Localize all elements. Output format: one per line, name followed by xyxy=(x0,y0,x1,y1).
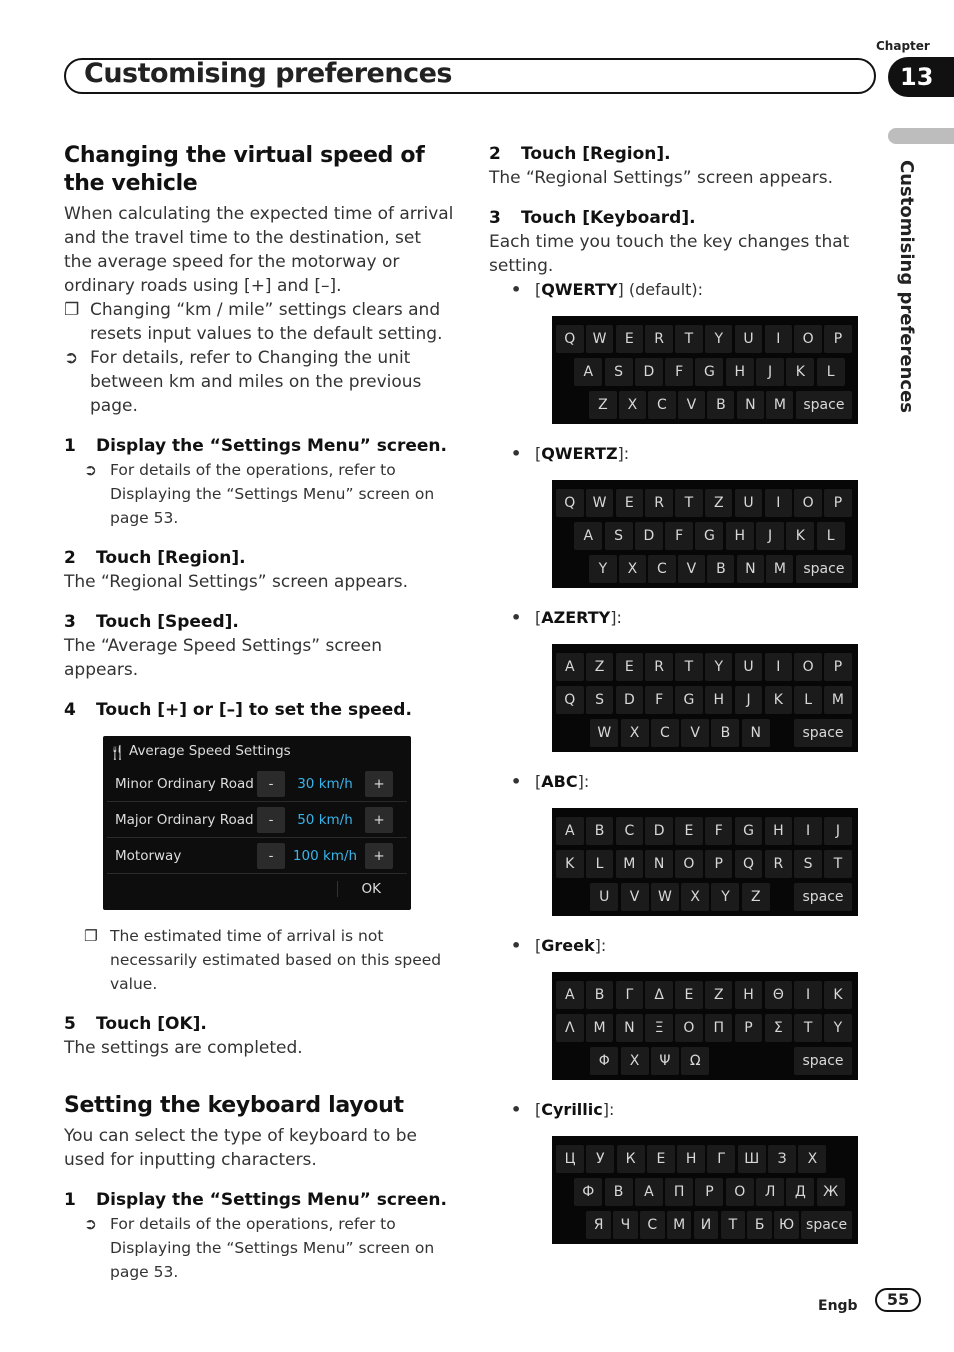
speed-note-3: ❐ The estimated time of arrival is not necessarily estimated based on this speed value. xyxy=(64,924,454,996)
keyboard-key[interactable]: M xyxy=(766,391,793,419)
speed-step-5-desc: The settings are completed. xyxy=(64,1038,303,1058)
keyboard-key[interactable]: H xyxy=(765,817,793,845)
key-spacer xyxy=(556,555,587,583)
keyboard-key[interactable]: F xyxy=(665,522,693,550)
keyboard-key[interactable]: A xyxy=(556,817,584,845)
keyboard-key[interactable]: Π xyxy=(705,1014,733,1042)
keyboard-image-azerty xyxy=(552,644,858,752)
speed-note-2: ➲ For details, refer to Changing the unit between km and miles on the previous page. xyxy=(64,348,422,416)
ok-button[interactable]: OK xyxy=(103,874,411,904)
keyboard-key[interactable]: Q xyxy=(556,686,584,714)
keyboard-key[interactable]: M xyxy=(824,686,852,714)
keyboard-key[interactable]: Ι xyxy=(794,981,822,1009)
keyboard-key[interactable]: I xyxy=(765,325,793,353)
side-tab-label: Customising preferences xyxy=(896,160,917,413)
keyboard-key[interactable]: Г xyxy=(707,1145,735,1173)
keyboard-key[interactable]: S xyxy=(605,358,633,386)
bullet-icon: • xyxy=(511,608,522,627)
keyboard-step-2: 2 Touch [Region]. xyxy=(489,144,671,164)
keyboard-key[interactable]: Ζ xyxy=(705,981,733,1009)
keyboard-image-qwerty xyxy=(552,316,858,424)
page-title: Customising preferences xyxy=(84,58,452,89)
section-heading-speed: Changing the virtual speed of the vehicle xyxy=(64,143,425,196)
keyboard-key[interactable]: Z xyxy=(742,883,770,911)
speed-step-5: 5 Touch [OK]. xyxy=(64,1014,207,1034)
keyboard-row xyxy=(556,1044,854,1077)
keyboard-key[interactable]: З xyxy=(768,1145,796,1173)
keyboard-key[interactable]: E xyxy=(675,817,703,845)
keyboard-key[interactable]: Λ xyxy=(556,1014,584,1042)
keyboard-layout-list xyxy=(489,278,879,1244)
decrease-button[interactable]: - xyxy=(257,771,285,797)
key-spacer xyxy=(556,391,587,419)
keyboard-key[interactable]: L xyxy=(586,850,614,878)
keyboard-key[interactable]: B xyxy=(707,391,734,419)
keyboard-row xyxy=(556,322,854,355)
arrow-circle-icon: ➲ xyxy=(84,1215,97,1233)
keyboard-key[interactable]: U xyxy=(735,653,763,681)
keyboard-key[interactable]: V xyxy=(678,391,705,419)
keyboard-key[interactable]: Ж xyxy=(817,1178,845,1206)
keyboard-key[interactable]: У xyxy=(586,1145,614,1173)
keyboard-key[interactable]: В xyxy=(605,1178,633,1206)
keyboard-key[interactable]: B xyxy=(707,555,734,583)
keyboard-key[interactable]: S xyxy=(586,686,614,714)
keyboard-row xyxy=(556,355,854,388)
note-box-icon: ❐ xyxy=(64,300,80,320)
keyboard-row xyxy=(556,1175,854,1208)
keyboard-key[interactable]: Σ xyxy=(765,1014,793,1042)
keyboard-key[interactable]: O xyxy=(794,325,822,353)
footer-language: Engb xyxy=(818,1298,858,1314)
keyboard-key[interactable]: H xyxy=(726,358,754,386)
keyboard-key[interactable]: P xyxy=(824,325,852,353)
keyboard-key[interactable]: Ε xyxy=(675,981,703,1009)
keyboard-key[interactable]: С xyxy=(640,1211,665,1239)
keyboard-key[interactable]: G xyxy=(695,358,723,386)
keyboard-key[interactable]: Ξ xyxy=(645,1014,673,1042)
section-heading-keyboard: Setting the keyboard layout xyxy=(64,1093,404,1118)
keyboard-key[interactable]: H xyxy=(705,686,733,714)
keyboard-key[interactable]: V xyxy=(678,555,705,583)
keyboard-image-abc xyxy=(552,808,858,916)
keyboard-row xyxy=(556,814,854,847)
speed-row-minor: Minor Ordinary Road - 30 km/h + xyxy=(107,766,407,802)
keyboard-key[interactable]: L xyxy=(817,522,845,550)
keyboard-row xyxy=(556,847,854,880)
keyboard-key[interactable]: R xyxy=(645,653,673,681)
keyboard-image-qwertz xyxy=(552,480,858,588)
keyboard-row xyxy=(556,388,854,421)
keyboard-key[interactable]: Y xyxy=(705,325,733,353)
key-spacer xyxy=(556,1211,584,1239)
keyboard-key[interactable]: A xyxy=(574,522,602,550)
keyboard-key[interactable]: Q xyxy=(556,325,584,353)
keyboard-key[interactable]: Φ xyxy=(590,1047,618,1075)
bullet-icon: • xyxy=(511,444,522,463)
bullet-icon: • xyxy=(511,280,522,299)
keyboard-option-azerty: • [AZERTY]: xyxy=(489,606,879,630)
keyboard-key[interactable]: N xyxy=(737,391,764,419)
increase-button[interactable]: + xyxy=(365,807,393,833)
keyboard-key[interactable]: X xyxy=(621,719,649,747)
keyboard-key[interactable]: I xyxy=(794,817,822,845)
keyboard-key[interactable]: К xyxy=(617,1145,645,1173)
keyboard-key[interactable]: Р xyxy=(695,1178,723,1206)
keyboard-step-3: 3 Touch [Keyboard]. xyxy=(489,208,696,228)
speed-value: 30 km/h xyxy=(297,775,353,792)
keyboard-key[interactable]: F xyxy=(705,817,733,845)
keyboard-key[interactable]: Ф xyxy=(574,1178,602,1206)
keyboard-key[interactable]: O xyxy=(794,489,822,517)
keyboard-key[interactable]: Y xyxy=(705,653,733,681)
keyboard-key[interactable]: M xyxy=(616,850,644,878)
keyboard-option-qwerty: • [QWERTY] (default): xyxy=(489,278,879,302)
keyboard-key[interactable]: E xyxy=(616,489,644,517)
left-column xyxy=(64,142,454,1284)
increase-button[interactable]: + xyxy=(365,843,393,869)
keyboard-intro: You can select the type of keyboard to be used for inputting characters. xyxy=(64,1126,418,1170)
keyboard-key[interactable]: Ω xyxy=(681,1047,709,1075)
keyboard-row xyxy=(556,1011,854,1044)
keyboard-key[interactable]: Z xyxy=(589,391,616,419)
keyboard-image-greek xyxy=(552,972,858,1080)
speed-intro: When calculating the expected time of arrival and the travel time to the destination, set the average speed for the motorway or ordinary roads using [+] and [–]. xyxy=(64,204,454,296)
speed-row-major: Major Ordinary Road - 50 km/h + xyxy=(107,802,407,838)
speed-note-1: ❐ Changing “km / mile” settings clears and resets input values to the default setting. xyxy=(64,300,443,344)
arrow-circle-icon: ➲ xyxy=(64,348,79,368)
keyboard-key[interactable]: И xyxy=(694,1211,719,1239)
keyboard-key[interactable]: E xyxy=(616,325,644,353)
average-speed-screenshot xyxy=(103,736,411,910)
keyboard-key[interactable]: Л xyxy=(756,1178,784,1206)
arrow-circle-icon: ➲ xyxy=(84,461,97,479)
keyboard-key[interactable]: Я xyxy=(586,1211,611,1239)
speed-step-3: 3 Touch [Speed]. xyxy=(64,612,239,632)
keyboard-key[interactable]: Ο xyxy=(675,1014,703,1042)
keyboard-key[interactable]: Б xyxy=(747,1211,772,1239)
speed-step-4: 4 Touch [+] or [–] to set the speed. xyxy=(64,700,412,720)
space-key[interactable]: space xyxy=(796,555,852,583)
keyboard-key[interactable]: П xyxy=(665,1178,693,1206)
keyboard-key[interactable]: Z xyxy=(705,489,733,517)
keyboard-key[interactable]: Κ xyxy=(824,981,852,1009)
keyboard-key[interactable]: J xyxy=(756,522,784,550)
keyboard-key[interactable]: L xyxy=(794,686,822,714)
keyboard-key[interactable]: N xyxy=(737,555,764,583)
keyboard-key[interactable]: Д xyxy=(786,1178,814,1206)
bullet-icon: • xyxy=(511,936,522,955)
speed-step-2-desc: The “Regional Settings” screen appears. xyxy=(64,572,409,592)
keyboard-key[interactable]: C xyxy=(648,555,675,583)
key-spacer xyxy=(556,883,588,911)
keyboard-key[interactable]: X xyxy=(681,883,709,911)
speed-value: 50 km/h xyxy=(297,811,353,828)
keyboard-step-1: 1 Display the “Settings Menu” screen. xyxy=(64,1190,447,1210)
keyboard-key[interactable]: I xyxy=(765,653,793,681)
keyboard-option-qwertz: • [QWERTZ]: xyxy=(489,442,879,466)
keyboard-key[interactable]: R xyxy=(765,850,793,878)
keyboard-key[interactable]: Ν xyxy=(616,1014,644,1042)
right-column xyxy=(489,142,879,1244)
keyboard-key[interactable]: S xyxy=(605,522,633,550)
speed-step-3-desc: The “Average Speed Settings” screen appears. xyxy=(64,636,382,680)
keyboard-key[interactable]: W xyxy=(586,489,614,517)
keyboard-key[interactable]: R xyxy=(645,325,673,353)
key-spacer xyxy=(556,1047,588,1075)
keyboard-image-cyrillic xyxy=(552,1136,858,1244)
speed-step-1-sub: ➲ For details of the operations, refer to Displaying the “Settings Menu” screen on page 53. xyxy=(64,458,454,530)
key-spacer xyxy=(556,719,588,747)
keyboard-key[interactable]: Т xyxy=(721,1211,746,1239)
keyboard-key[interactable]: J xyxy=(824,817,852,845)
keyboard-key[interactable]: P xyxy=(824,653,852,681)
key-spacer xyxy=(556,358,572,386)
keyboard-key[interactable]: O xyxy=(675,850,703,878)
keyboard-key[interactable]: T xyxy=(675,325,703,353)
space-key[interactable]: space xyxy=(801,1211,852,1239)
keyboard-key[interactable]: D xyxy=(635,522,663,550)
keyboard-key[interactable]: I xyxy=(765,489,793,517)
keyboard-key[interactable]: М xyxy=(667,1211,692,1239)
speed-step-1: 1 Display the “Settings Menu” screen. xyxy=(64,436,447,456)
keyboard-option-cyrillic: • [Cyrillic]: xyxy=(489,1098,879,1122)
keyboard-key[interactable]: B xyxy=(711,719,739,747)
keyboard-key[interactable]: B xyxy=(586,817,614,845)
keyboard-step-3-desc: Each time you touch the key changes that setting. xyxy=(489,232,850,276)
keyboard-key[interactable]: N xyxy=(742,719,770,747)
keyboard-key[interactable]: A xyxy=(556,653,584,681)
keyboard-row xyxy=(556,978,854,1011)
keyboard-key[interactable]: E xyxy=(616,653,644,681)
chapter-label: Chapter xyxy=(876,39,930,53)
keyboard-key[interactable]: N xyxy=(645,850,673,878)
decrease-button[interactable]: - xyxy=(257,843,285,869)
keyboard-key[interactable]: Q xyxy=(735,850,763,878)
keyboard-row xyxy=(556,519,854,552)
keyboard-step-2-desc: The “Regional Settings” screen appears. xyxy=(489,168,834,188)
keyboard-key[interactable]: R xyxy=(645,489,673,517)
keyboard-key[interactable]: Е xyxy=(647,1145,675,1173)
keyboard-key[interactable]: Y xyxy=(711,883,739,911)
keyboard-key[interactable]: V xyxy=(681,719,709,747)
keyboard-key[interactable]: Χ xyxy=(621,1047,649,1075)
tools-icon: 🍴 xyxy=(109,745,126,761)
keyboard-option-greek: • [Greek]: xyxy=(489,934,879,958)
space-key[interactable]: space xyxy=(796,391,852,419)
keyboard-key[interactable]: T xyxy=(824,850,852,878)
space-key[interactable]: space xyxy=(794,883,852,911)
keyboard-key[interactable]: G xyxy=(735,817,763,845)
keyboard-key[interactable]: F xyxy=(645,686,673,714)
keyboard-key[interactable]: Θ xyxy=(765,981,793,1009)
keyboard-key[interactable]: S xyxy=(794,850,822,878)
keyboard-key[interactable]: L xyxy=(817,358,845,386)
keyboard-key[interactable]: Ш xyxy=(738,1145,766,1173)
keyboard-key[interactable]: U xyxy=(735,325,763,353)
keyboard-key[interactable]: Ю xyxy=(774,1211,799,1239)
keyboard-key[interactable]: Γ xyxy=(616,981,644,1009)
keyboard-key[interactable]: T xyxy=(675,489,703,517)
keyboard-row xyxy=(556,716,854,749)
keyboard-row xyxy=(556,1208,854,1241)
keyboard-key[interactable]: Н xyxy=(677,1145,705,1173)
keyboard-key[interactable]: J xyxy=(735,686,763,714)
keyboard-key[interactable]: Τ xyxy=(794,1014,822,1042)
keyboard-key[interactable]: W xyxy=(590,719,618,747)
keyboard-key[interactable]: H xyxy=(726,522,754,550)
side-tab-marker xyxy=(888,128,954,144)
keyboard-key[interactable]: O xyxy=(794,653,822,681)
keyboard-key[interactable]: Α xyxy=(556,981,584,1009)
keyboard-key[interactable]: X xyxy=(619,391,646,419)
keyboard-key[interactable]: U xyxy=(590,883,618,911)
keyboard-key[interactable]: T xyxy=(675,653,703,681)
speed-screen-title: 🍴 Average Speed Settings xyxy=(103,740,411,766)
keyboard-key[interactable]: D xyxy=(635,358,663,386)
keyboard-key[interactable]: K xyxy=(786,358,814,386)
keyboard-key[interactable]: C xyxy=(616,817,644,845)
keyboard-row xyxy=(556,880,854,913)
keyboard-key[interactable]: P xyxy=(705,850,733,878)
space-key[interactable]: space xyxy=(794,1047,852,1075)
keyboard-key[interactable]: Η xyxy=(735,981,763,1009)
bullet-icon: • xyxy=(511,1100,522,1119)
speed-row-motorway: Motorway - 100 km/h + xyxy=(107,838,407,874)
keyboard-key[interactable]: Х xyxy=(798,1145,826,1173)
speed-value: 100 km/h xyxy=(292,847,358,864)
bullet-icon: • xyxy=(511,772,522,791)
keyboard-row xyxy=(556,683,854,716)
keyboard-option-abc: • [ABC]: xyxy=(489,770,879,794)
note-box-icon: ❐ xyxy=(84,927,98,945)
decrease-button[interactable]: - xyxy=(257,807,285,833)
keyboard-key[interactable]: Ψ xyxy=(651,1047,679,1075)
keyboard-key[interactable]: G xyxy=(695,522,723,550)
keyboard-row xyxy=(556,1142,854,1175)
space-key[interactable]: space xyxy=(794,719,852,747)
keyboard-key[interactable]: D xyxy=(645,817,673,845)
keyboard-key[interactable]: Δ xyxy=(645,981,673,1009)
keyboard-key[interactable]: K xyxy=(765,686,793,714)
keyboard-row xyxy=(556,552,854,585)
keyboard-step-1-sub: ➲ For details of the operations, refer to Displaying the “Settings Menu” screen on page 53. xyxy=(64,1212,454,1284)
keyboard-key[interactable]: Υ xyxy=(824,1014,852,1042)
speed-step-2: 2 Touch [Region]. xyxy=(64,548,246,568)
keyboard-key[interactable]: A xyxy=(574,358,602,386)
keyboard-key[interactable]: Ρ xyxy=(735,1014,763,1042)
key-spacer xyxy=(556,1178,572,1206)
keyboard-key[interactable]: Z xyxy=(586,653,614,681)
keyboard-key[interactable]: V xyxy=(621,883,649,911)
keyboard-key[interactable]: J xyxy=(756,358,784,386)
keyboard-key[interactable]: M xyxy=(766,555,793,583)
keyboard-key[interactable]: F xyxy=(665,358,693,386)
keyboard-key[interactable]: K xyxy=(556,850,584,878)
keyboard-key[interactable]: U xyxy=(735,489,763,517)
keyboard-key[interactable]: W xyxy=(586,325,614,353)
keyboard-key[interactable]: G xyxy=(675,686,703,714)
keyboard-key[interactable]: Ц xyxy=(556,1145,584,1173)
keyboard-key[interactable]: K xyxy=(786,522,814,550)
increase-button[interactable]: + xyxy=(365,771,393,797)
keyboard-key[interactable]: Ч xyxy=(613,1211,638,1239)
keyboard-key[interactable]: Μ xyxy=(586,1014,614,1042)
keyboard-key[interactable]: Β xyxy=(586,981,614,1009)
keyboard-key[interactable]: C xyxy=(648,391,675,419)
keyboard-row xyxy=(556,650,854,683)
keyboard-key[interactable]: Y xyxy=(589,555,616,583)
keyboard-key[interactable]: А xyxy=(635,1178,663,1206)
keyboard-key[interactable]: О xyxy=(726,1178,754,1206)
keyboard-key[interactable]: X xyxy=(619,555,646,583)
keyboard-key[interactable]: D xyxy=(616,686,644,714)
key-spacer xyxy=(556,522,572,550)
keyboard-key[interactable]: C xyxy=(651,719,679,747)
keyboard-key[interactable]: W xyxy=(651,883,679,911)
keyboard-row xyxy=(556,486,854,519)
keyboard-key[interactable]: P xyxy=(824,489,852,517)
chapter-number: 13 xyxy=(888,57,954,97)
page-number: 55 xyxy=(875,1288,921,1312)
keyboard-key[interactable]: Q xyxy=(556,489,584,517)
